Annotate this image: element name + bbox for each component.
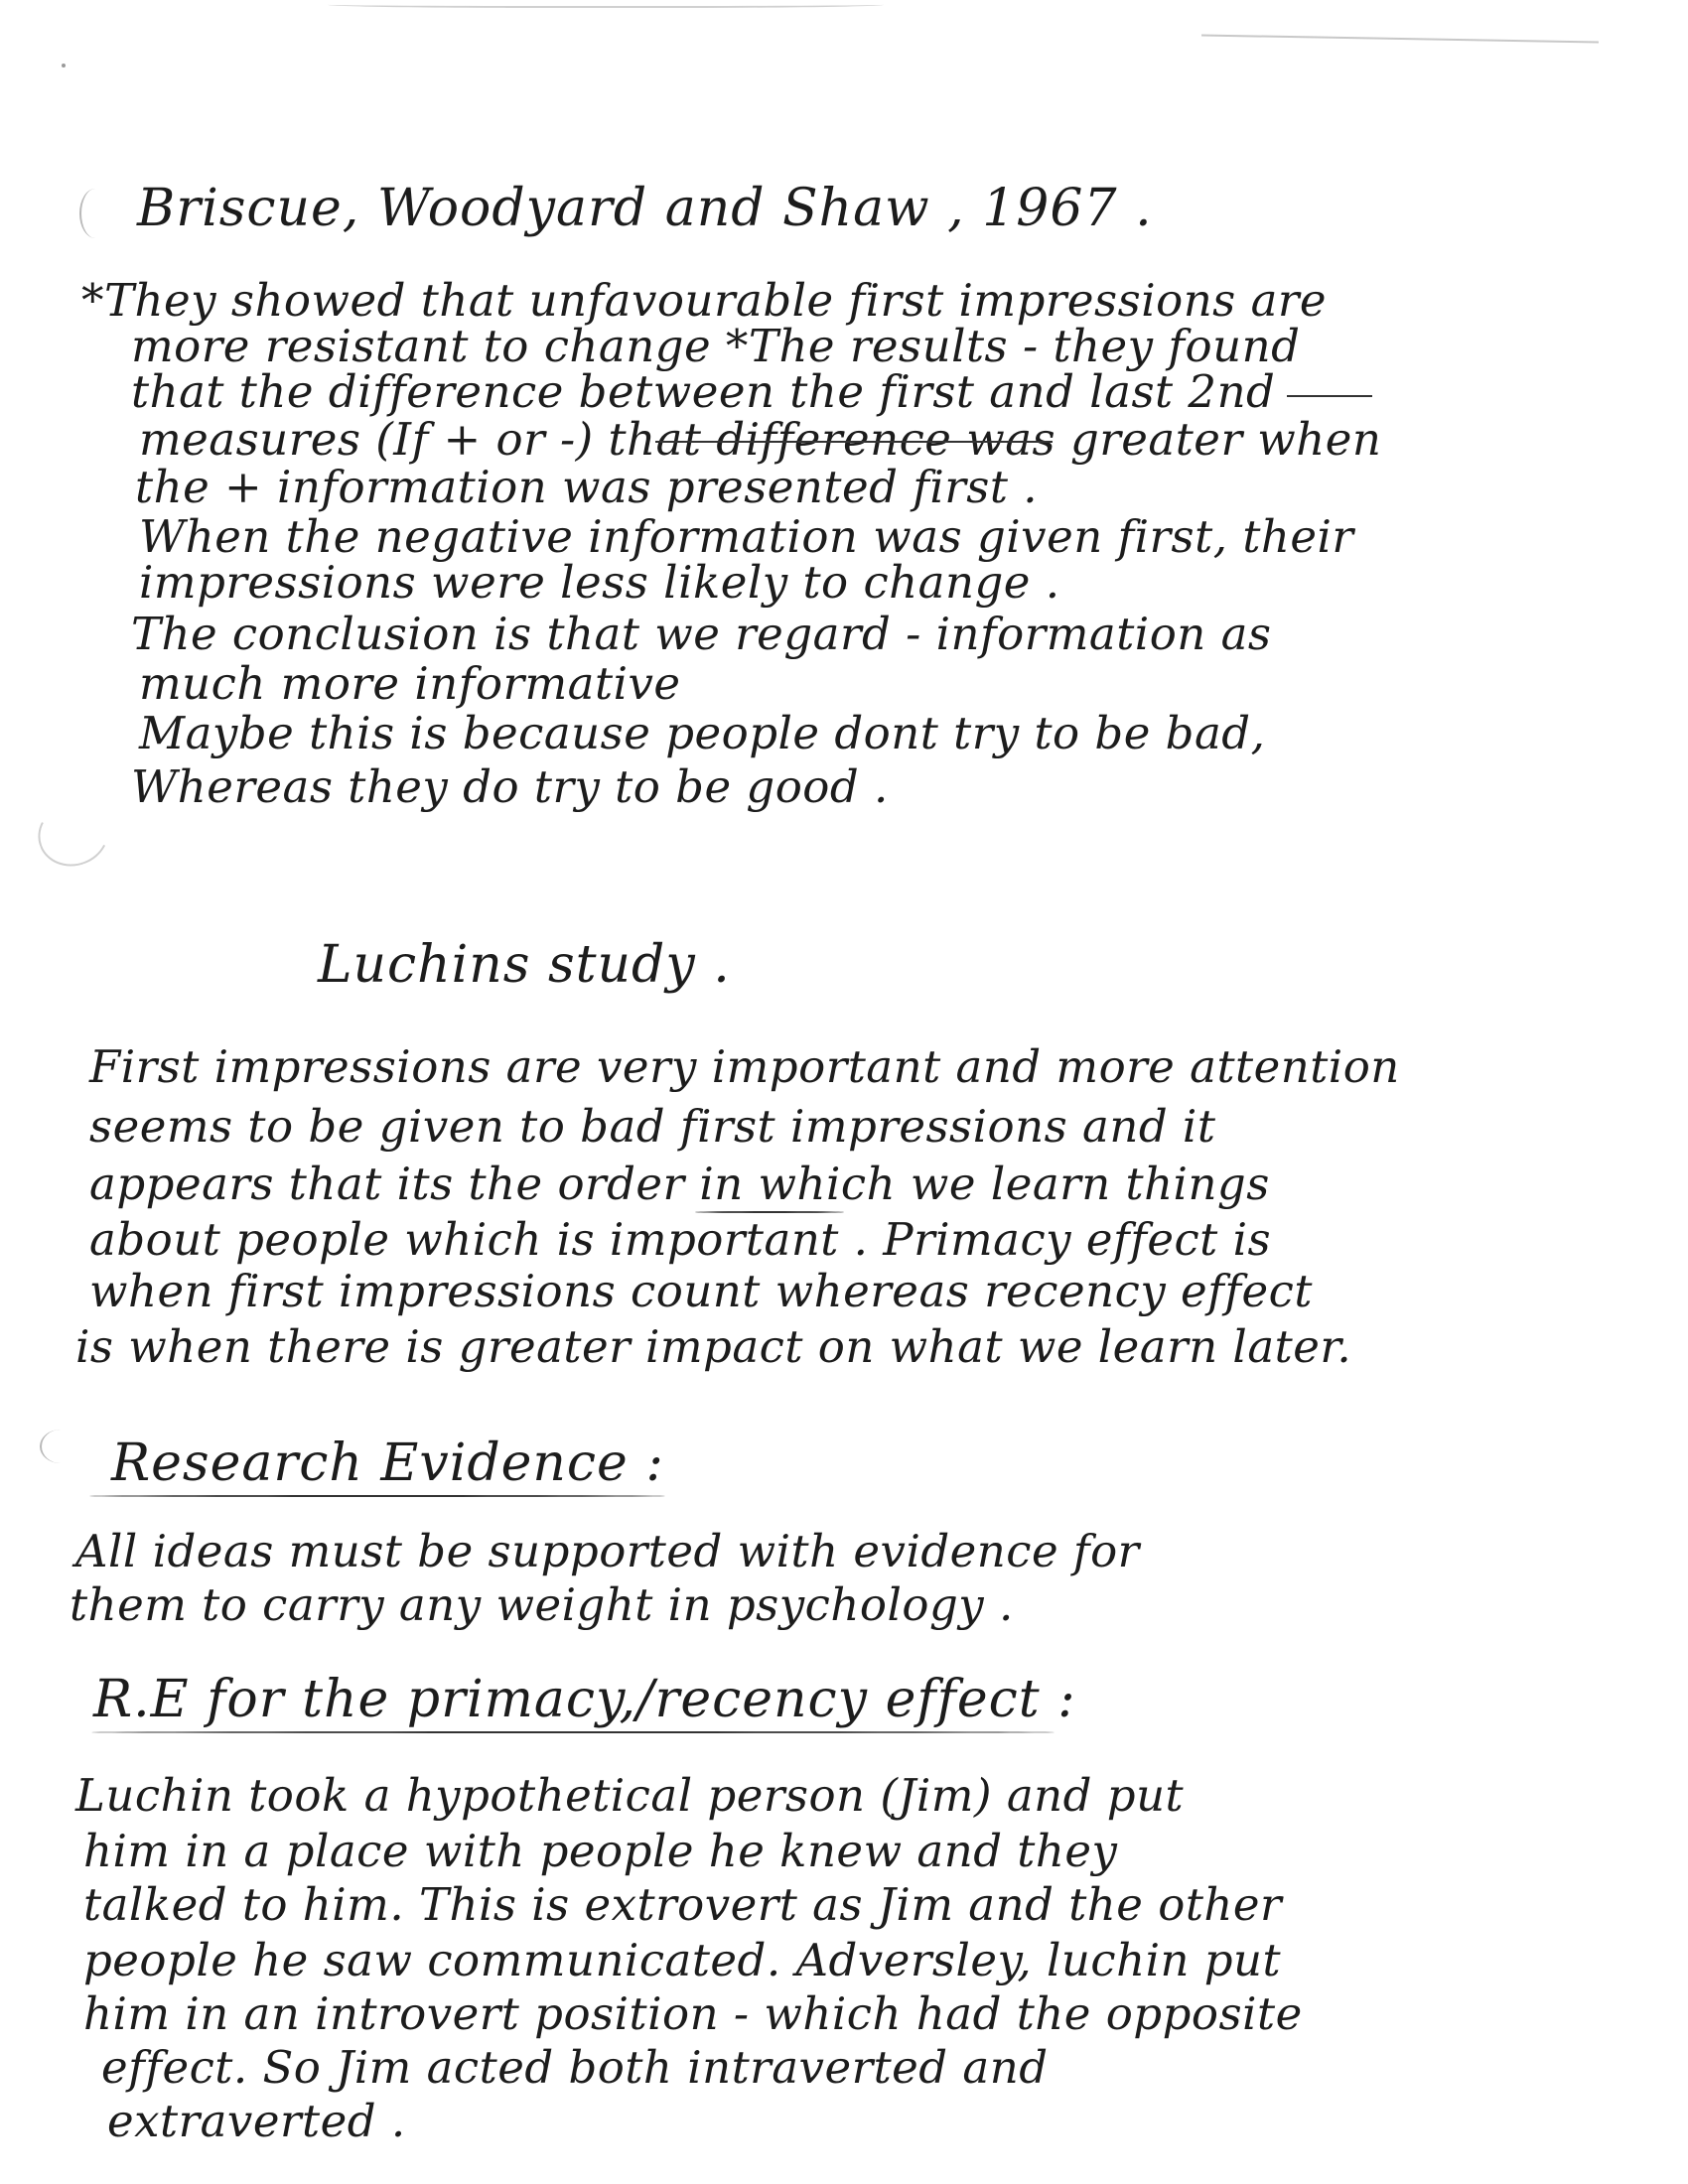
scan-edge-mark [328,0,884,8]
section-1-heading: Briscue, Woodyard and Shaw , 1967 . [137,179,1153,238]
margin-bracket [40,1430,81,1463]
note-line: when first impressions count whereas recency effect [89,1265,1313,1317]
note-line: Maybe this is because people dont try to be bad, [139,707,1266,759]
section-3-heading: Research Evidence : [111,1433,664,1493]
note-line: the + information was presented first . [135,461,1039,513]
note-line: The conclusion is that we regard - information as [131,608,1272,660]
strikethrough [1287,395,1372,397]
note-line: about people which is important . Primacy effect is [89,1213,1272,1266]
note-line: seems to be given to bad first impressions and it [89,1100,1216,1153]
note-line: them to carry any weight in psychology . [70,1578,1014,1631]
order-underline [695,1211,844,1213]
note-line: *They showed that unfavourable first impressions are [81,274,1328,327]
note-line: impressions were less likely to change . [139,556,1060,609]
margin-bracket [79,189,111,238]
note-line: talked to him. This is extrovert as Jim and the other [83,1878,1283,1931]
heading-underline [89,1495,665,1497]
note-line: more resistant to change *The results - they found [131,320,1301,372]
note-line: Whereas they do try to be good . [131,760,889,813]
note-line: When the negative information was given first, their [139,510,1354,563]
note-line: measures (If + or -) that difference was greater when [139,413,1382,466]
note-line: All ideas must be supported with evidence for [75,1525,1140,1577]
note-line: him in a place with people he knew and they [83,1825,1118,1877]
note-line: much more informative [139,657,681,710]
note-line: that the difference between the first and last 2nd [131,365,1276,418]
heading-underline [91,1731,1055,1733]
note-line: appears that its the order in which we learn things [89,1158,1270,1210]
section-2-heading: Luchins study . [318,935,731,995]
note-line: extraverted . [107,2095,406,2147]
note-line: people he saw communicated. Adversley, luchin put [83,1934,1282,1986]
note-line: Luchin took a hypothetical person (Jim) and put [75,1769,1185,1822]
note-line: him in an introvert position - which had the opposite [83,1987,1303,2040]
punch-hole-mark [29,792,118,877]
note-line: First impressions are very important and more attention [89,1040,1400,1093]
strikethrough [655,441,1053,443]
section-4-heading: R.E for the primacy,/recency effect : [93,1670,1076,1729]
note-line: is when there is greater impact on what we learn later. [75,1320,1352,1373]
note-line: effect. So Jim acted both intraverted and [101,2041,1049,2094]
scan-edge-mark [1201,35,1599,44]
scan-speck [62,64,66,68]
